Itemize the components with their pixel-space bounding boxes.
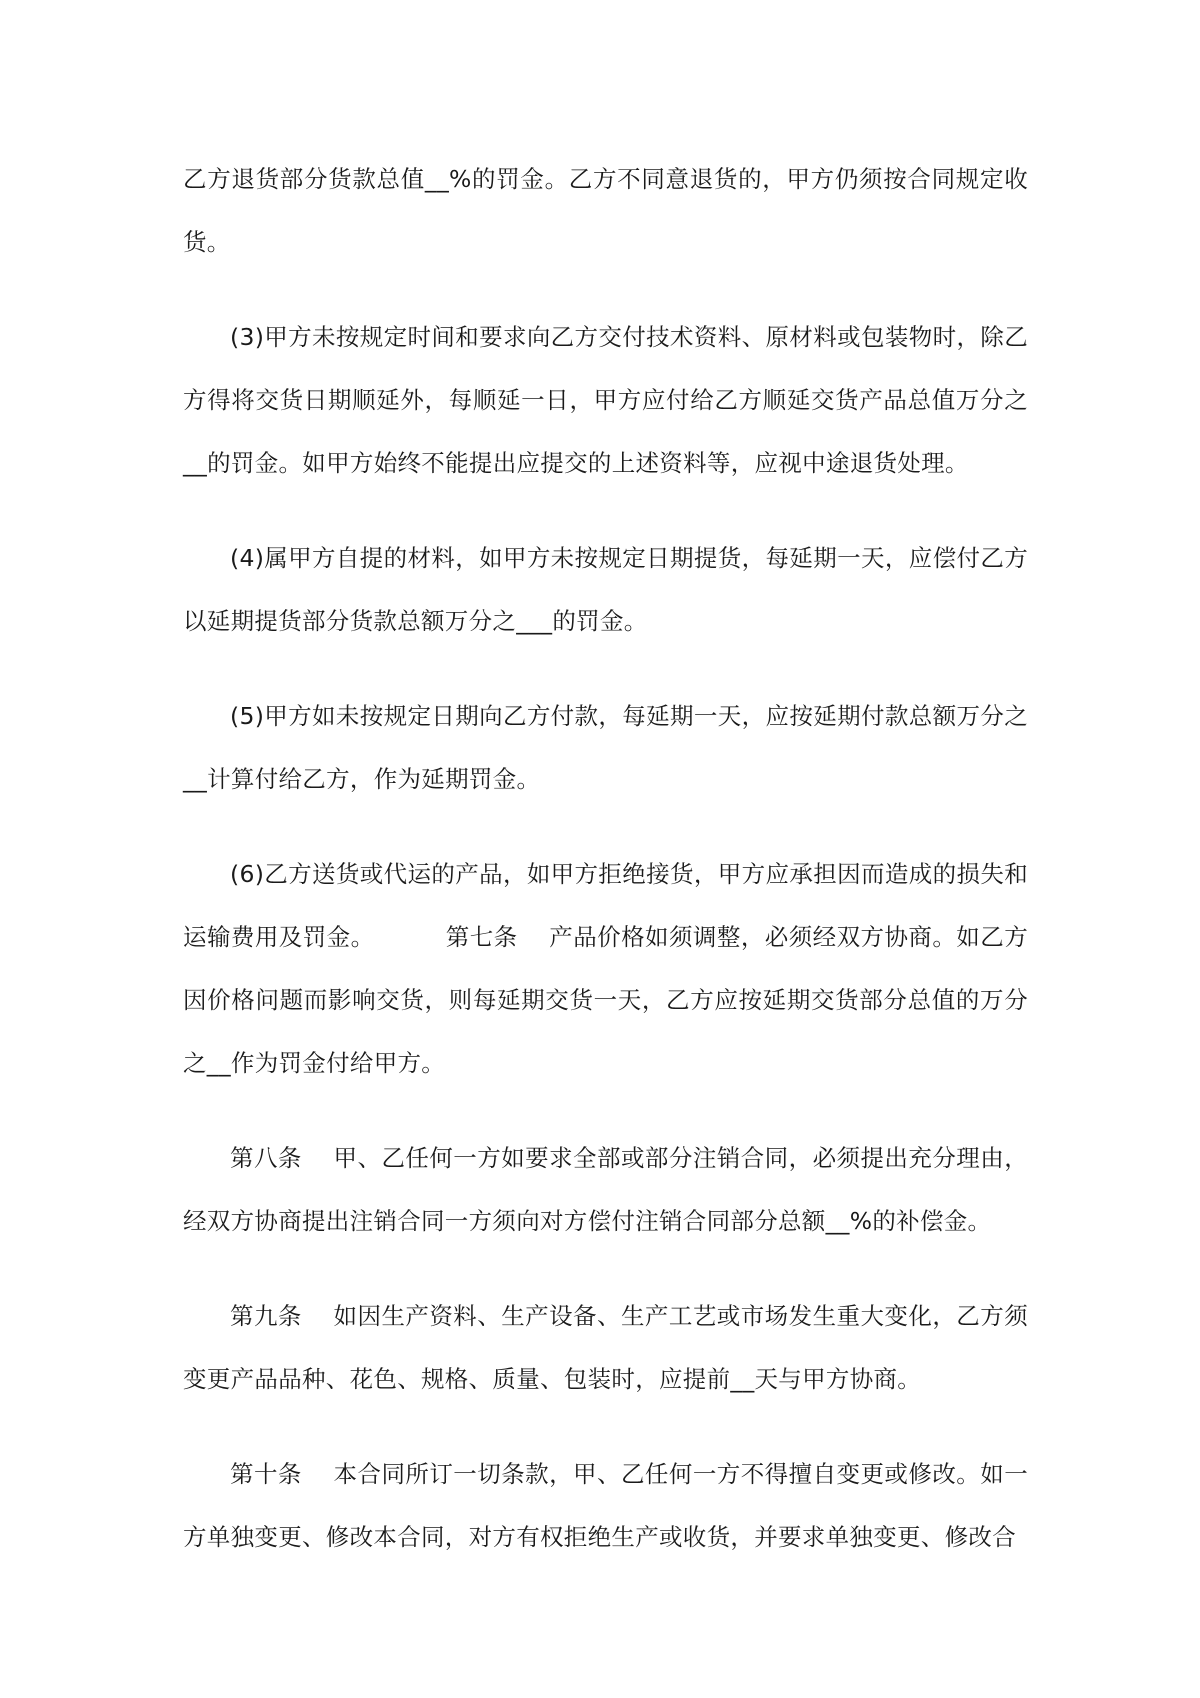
paragraph-clause-3: (3)甲方未按规定时间和要求向乙方交付技术资料、原材料或包装物时，除乙方得将交货日期顺延外，每顺延一日，甲方应付给乙方顺延交货产品总值万分之__的罚金。如甲方始终不能提出应提交的上述资料等，应视中途退货处理。 (183, 323, 1028, 477)
paragraph-clause-5: (5)甲方如未按规定日期向乙方付款，每延期一天，应按延期付款总额万分之__计算付给乙方，作为延期罚金。 (183, 702, 1028, 793)
paragraph-clause-6-article-7: (6)乙方送货或代运的产品，如甲方拒绝接货，甲方应承担因而造成的损失和运输费用及罚金。 第七条 产品价格如须调整，必须经双方协商。如乙方因价格问题而影响交货，则每延期交货一天，乙方应按延期交货部分总值的万分之__作为罚金付给甲方。 (183, 860, 1028, 1077)
paragraph-article-10: 第十条 本合同所订一切条款，甲、乙任何一方不得擅自变更或修改。如一方单独变更、修改本合同，对方有权拒绝生产或收货，并要求单独变更、修改合 (183, 1460, 1028, 1551)
document-body (183, 148, 1028, 1601)
paragraph-article-8: 第八条 甲、乙任何一方如要求全部或部分注销合同，必须提出充分理由，经双方协商提出注销合同一方须向对方偿付注销合同部分总额__%的补偿金。 (183, 1144, 1028, 1235)
paragraph-clause-4: (4)属甲方自提的材料，如甲方未按规定日期提货，每延期一天，应偿付乙方以延期提货部分货款总额万分之___的罚金。 (183, 544, 1028, 635)
paragraph-article-9: 第九条 如因生产资料、生产设备、生产工艺或市场发生重大变化，乙方须变更产品品种、花色、规格、质量、包装时，应提前__天与甲方协商。 (183, 1302, 1028, 1393)
paragraph-continuation: 乙方退货部分货款总值__%的罚金。乙方不同意退货的，甲方仍须按合同规定收货。 (183, 165, 1028, 256)
